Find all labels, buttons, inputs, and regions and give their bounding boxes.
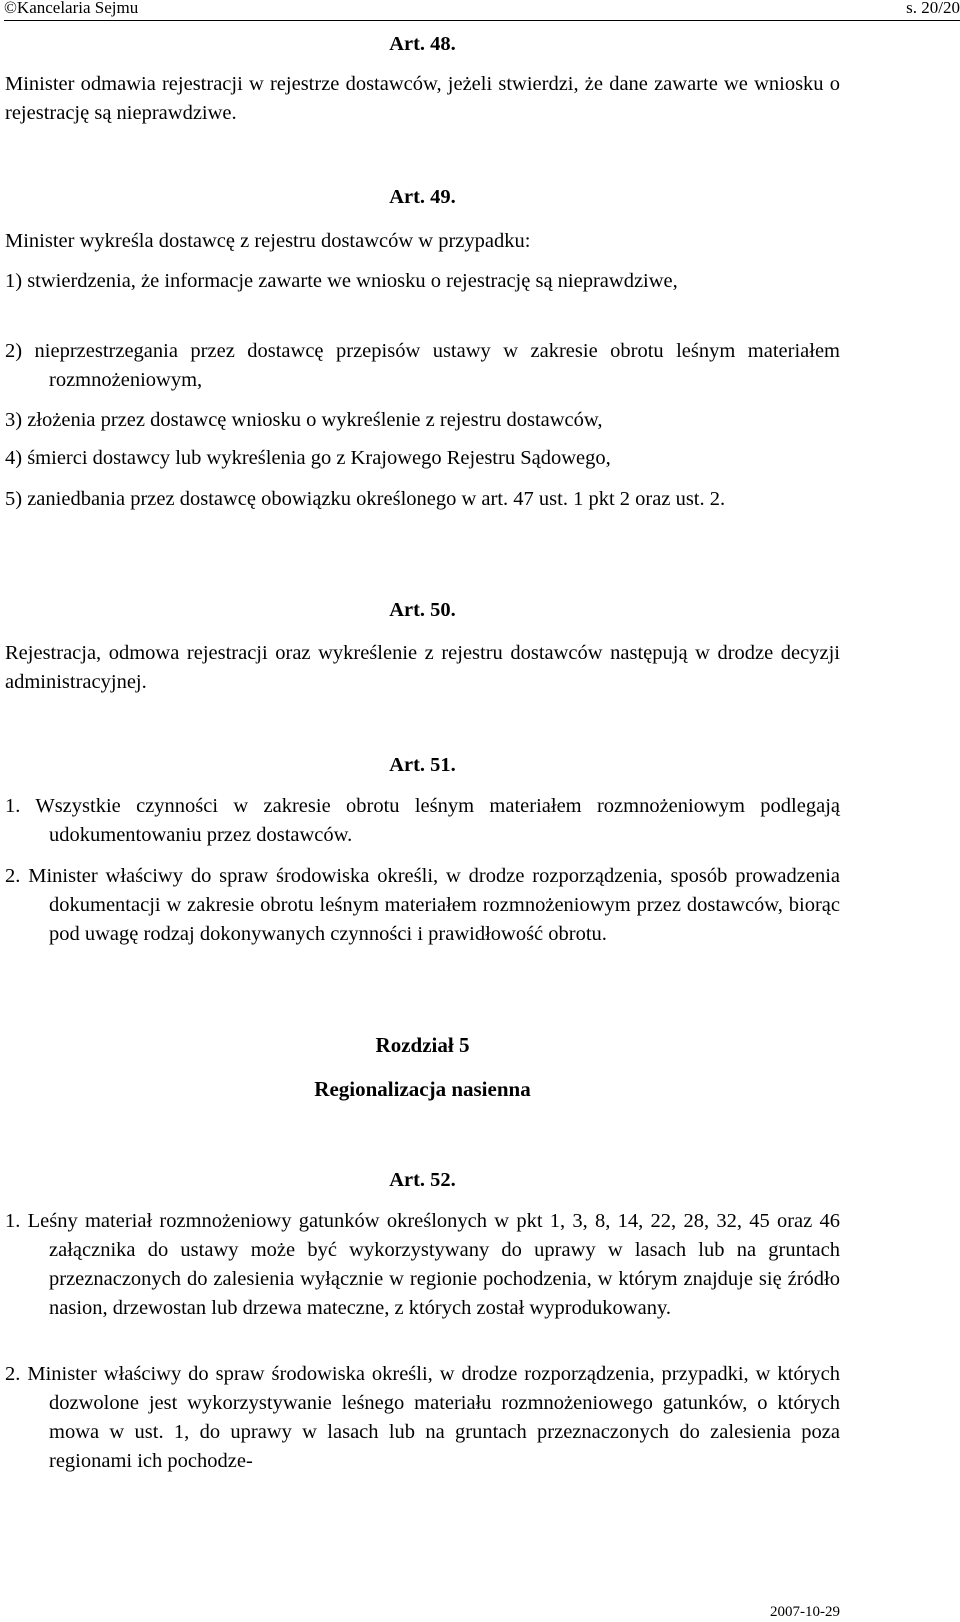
article-50-text: Rejestracja, odmowa rejestracji oraz wykreślenie z rejestru dostawców następują w drodze decyzji administracyjnej. [5,642,840,693]
page-header [0,0,960,20]
chapter-title: Regionalizacja nasienna [314,1077,531,1101]
article-49-title: Art. 49. [389,186,456,208]
article-51-item-2: 2. Minister właściwy do spraw środowiska określi, w drodze rozporządzenia, sposób prowadzenia dokumentacji w zakresie obrotu leśnym materiałem rozmnożeniowym przez dostawców, biorąc pod uwagę rodzaj dokonywanych czynności i prawidłowość obrotu. [5,865,840,945]
article-49-item-1: 1) stwierdzenia, że informacje zawarte we wniosku o rejestrację są nieprawdziwe, [5,270,678,292]
article-49-item-5: 5) zaniedbania przez dostawcę obowiązku określonego w art. 47 ust. 1 pkt 2 oraz ust. 2. [5,488,726,510]
article-49-item-2: 2) nieprzestrzegania przez dostawcę przepisów ustawy w zakresie obrotu leśnym materiałem rozmnożeniowym, [5,340,840,391]
article-49-item-3: 3) złożenia przez dostawcę wniosku o wykreślenie z rejestru dostawców, [5,409,603,431]
chapter-number: Rozdział 5 [375,1033,470,1057]
article-52-title: Art. 52. [389,1169,456,1191]
header-page-number: s. 20/20 [906,0,960,17]
header-divider [4,20,960,21]
article-48-title: Art. 48. [389,33,456,55]
header-source: ©Kancelaria Sejmu [4,0,139,17]
article-49-item-4: 4) śmierci dostawcy lub wykreślenia go z Krajowego Rejestru Sądowego, [5,447,611,469]
article-52-item-2: 2. Minister właściwy do spraw środowiska określi, w drodze rozporządzenia, przypadki, w których dozwolone jest wykorzystywanie leśnego materiału rozmnożeniowego gatunków, o których mowa w ust. 1, do uprawy w lasach lub na gruntach przeznaczonych do zalesienia poza regionami ich pochodze- [5,1363,840,1472]
article-51-title: Art. 51. [389,754,456,776]
footer-date: 2007-10-29 [770,1604,840,1620]
article-52-item-1: 1. Leśny materiał rozmnożeniowy gatunków określonych w pkt 1, 3, 8, 14, 22, 28, 32, 45 oraz 46 załącznika do ustawy może być wykorzystywany do uprawy w lasach lub na gruntach przeznaczonych do zalesienia wyłącznie w regionie pochodzenia, w którym znajduje się źródło nasion, drzewostan lub drzewa mateczne, z których został wyprodukowany. [5,1210,840,1319]
article-50-title: Art. 50. [389,599,456,621]
article-51-item-1: 1. Wszystkie czynności w zakresie obrotu leśnym materiałem rozmnożeniowym podlegają udokumentowaniu przez dostawców. [5,795,840,846]
article-49-intro: Minister wykreśla dostawcę z rejestru dostawców w przypadku: [5,230,531,252]
article-48-text: Minister odmawia rejestracji w rejestrze dostawców, jeżeli stwierdzi, że dane zawarte we wniosku o rejestrację są nieprawdziwe. [5,73,840,124]
